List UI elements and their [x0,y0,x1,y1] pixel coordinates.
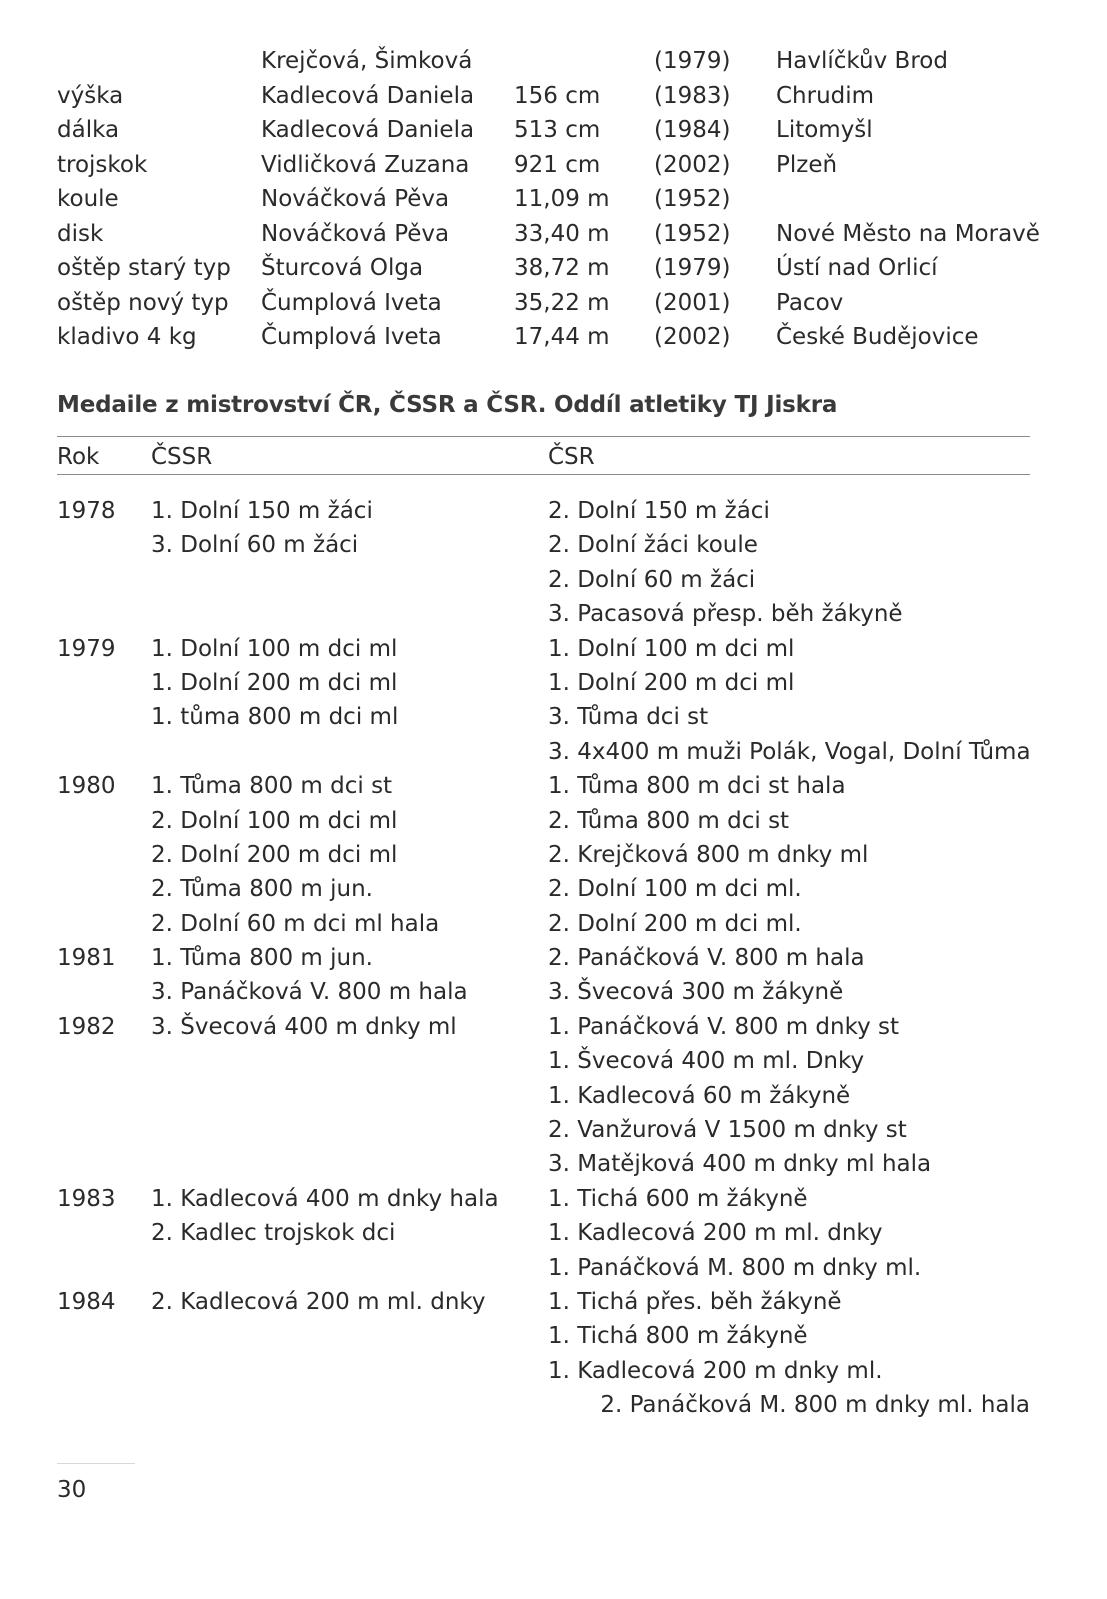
record-year: (1984) [654,117,731,143]
medal-row [57,769,1057,803]
medal-csr-entry: 2. Dolní 150 m žáci [548,498,770,524]
table-top-rule [57,436,1030,437]
record-value: 921 cm [514,151,601,178]
medal-row [57,907,1057,941]
medal-row [57,1388,1057,1422]
medal-csr-entry: 3. Švecová 300 m žákyně [548,979,844,1006]
record-value: 17,44 m [514,324,610,350]
medal-cssr-entry: 2. Dolní 200 m dci ml [151,841,398,868]
record-year: (2002) [654,151,731,178]
medal-csr-entry: 1. Dolní 200 m dci ml [548,669,795,696]
record-value: 513 cm [514,117,601,143]
record-value: 35,22 m [514,289,610,316]
medal-year: 1978 [57,498,116,524]
medal-row [57,1079,1057,1113]
record-place: Nové Město na Moravě [776,220,1040,247]
medal-row [57,941,1057,975]
medal-csr-entry: 1. Kadlecová 200 m dnky ml. [548,1357,883,1384]
medal-row [57,735,1057,769]
medal-cssr-entry: 2. Tůma 800 m jun. [151,876,373,903]
medal-csr-entry: 1. Tůma 800 m dci st hala [548,773,846,800]
record-place: Plzeň [776,151,838,178]
column-header-csr: ČSR [548,444,595,470]
medal-csr-entry: 1. Dolní 100 m dci ml [548,635,795,662]
record-discipline: kladivo 4 kg [57,324,197,350]
medal-cssr-entry: 1. Kadlecová 400 m dnky hala [151,1185,499,1212]
medal-csr-entry: 2. Dolní 60 m žáci [548,566,756,593]
medal-row [57,1010,1057,1044]
medal-row [57,1319,1057,1353]
record-discipline: disk [57,220,104,247]
medal-row [57,1182,1057,1216]
record-place: Ústí nad Orlicí [776,255,938,281]
medal-csr-entry: 1. Tichá přes. běh žákyně [548,1288,842,1315]
medal-year: 1981 [57,945,116,972]
header-rule [57,474,1030,475]
medal-csr-entry: 1. Panáčková M. 800 m dnky ml. [548,1254,922,1281]
record-year: (1983) [654,82,731,109]
record-place: Litomyšl [776,117,873,143]
record-place: Chrudim [776,82,875,109]
column-header-year: Rok [57,444,100,470]
medal-csr-entry: 3. Tůma dci st [548,704,709,731]
medal-cssr-entry: 3. Panáčková V. 800 m hala [151,979,468,1006]
section-title: Medaile z mistrovství ČR, ČSSR a ČSR. Oddíl atletiky TJ Jiskra [57,392,838,418]
column-header-cssr: ČSSR [151,444,213,470]
medal-csr-entry: 2. Dolní žáci koule [548,532,758,559]
record-athlete: Nováčková Pěva [261,186,450,212]
record-row [57,148,1057,183]
medal-cssr-entry: 1. Dolní 200 m dci ml [151,669,398,696]
record-year: (2002) [654,324,731,350]
record-discipline: koule [57,186,119,212]
medal-cssr-entry: 2. Kadlec trojskok dci [151,1220,396,1247]
record-athlete: Vidličková Zuzana [261,151,470,178]
record-discipline: trojskok [57,151,148,178]
medal-row [57,528,1057,562]
record-year: (2001) [654,289,731,316]
medal-cssr-entry: 1. Dolní 100 m dci ml [151,635,398,662]
record-row [57,44,1057,79]
record-row [57,182,1057,217]
record-value: 11,09 m [514,186,610,212]
record-row [57,320,1057,355]
record-row [57,79,1057,114]
medal-csr-entry: 2. Panáčková M. 800 m dnky ml. hala [600,1392,1030,1419]
medal-cssr-entry: 1. Tůma 800 m dci st [151,773,393,800]
medal-row [57,1113,1057,1147]
medal-csr-entry: 1. Panáčková V. 800 m dnky st [548,1013,900,1040]
medal-row [57,872,1057,906]
medal-cssr-entry: 2. Kadlecová 200 m ml. dnky [151,1288,486,1315]
record-discipline: oštěp starý typ [57,255,231,281]
record-athlete: Kadlecová Daniela [261,117,475,143]
medal-row [57,1044,1057,1078]
medal-cssr-entry: 2. Dolní 100 m dci ml [151,807,398,834]
record-athlete: Krejčová, Šimková [261,48,473,74]
record-row [57,113,1057,148]
medal-row [57,700,1057,734]
record-value: 38,72 m [514,255,610,281]
medal-cssr-entry: 1. tůma 800 m dci ml [151,704,399,731]
medal-year: 1983 [57,1185,116,1212]
medal-csr-entry: 1. Tichá 600 m žákyně [548,1185,808,1212]
medal-row [57,632,1057,666]
medal-row [57,494,1057,528]
medals-table [57,494,1057,1423]
medal-csr-entry: 2. Panáčková V. 800 m hala [548,945,865,972]
medal-row [57,838,1057,872]
record-row [57,251,1057,286]
record-value: 156 cm [514,82,601,109]
record-discipline: oštěp nový typ [57,289,229,316]
medal-row [57,563,1057,597]
medal-csr-entry: 3. 4x400 m muži Polák, Vogal, Dolní Tůma [548,738,1031,765]
record-athlete: Čumplová Iveta [261,289,442,316]
record-place: Pacov [776,289,844,316]
record-athlete: Čumplová Iveta [261,324,442,350]
medal-csr-entry: 2. Vanžurová V 1500 m dnky st [548,1117,907,1144]
medal-cssr-entry: 3. Dolní 60 m žáci [151,532,359,559]
medal-row [57,1216,1057,1250]
medal-row [57,1354,1057,1388]
medal-row [57,975,1057,1009]
medal-csr-entry: 2. Krejčková 800 m dnky ml [548,841,869,868]
medal-cssr-entry: 1. Dolní 150 m žáci [151,498,373,524]
medal-csr-entry: 1. Tichá 800 m žákyně [548,1323,808,1350]
medal-row [57,666,1057,700]
record-place: České Budějovice [776,324,979,350]
record-year: (1952) [654,220,731,247]
medal-year: 1984 [57,1288,116,1315]
record-discipline: dálka [57,117,120,143]
medal-row [57,1147,1057,1181]
medal-year: 1982 [57,1013,116,1040]
medal-year: 1980 [57,773,116,800]
medal-row [57,804,1057,838]
footer-rule [57,1463,135,1464]
medal-csr-entry: 2. Tůma 800 m dci st [548,807,790,834]
medal-csr-entry: 3. Pacasová přesp. běh žákyně [548,601,903,628]
medal-cssr-entry: 3. Švecová 400 m dnky ml [151,1013,457,1040]
record-athlete: Nováčková Pěva [261,220,450,247]
record-athlete: Kadlecová Daniela [261,82,475,109]
medal-csr-entry: 1. Kadlecová 60 m žákyně [548,1082,851,1109]
page-number: 30 [57,1477,87,1503]
medal-row [57,1285,1057,1319]
medal-row [57,597,1057,631]
record-athlete: Šturcová Olga [261,255,424,281]
record-year: (1952) [654,186,731,212]
medal-csr-entry: 2. Dolní 100 m dci ml. [548,876,802,903]
record-discipline: výška [57,82,124,109]
record-year: (1979) [654,48,731,74]
record-row [57,286,1057,321]
medal-year: 1979 [57,635,116,662]
record-value: 33,40 m [514,220,610,247]
medal-row [57,1251,1057,1285]
medal-csr-entry: 1. Švecová 400 m ml. Dnky [548,1048,865,1075]
medal-cssr-entry: 1. Tůma 800 m jun. [151,945,373,972]
medal-csr-entry: 2. Dolní 200 m dci ml. [548,910,802,937]
record-year: (1979) [654,255,731,281]
medal-csr-entry: 1. Kadlecová 200 m ml. dnky [548,1220,883,1247]
records-table [57,44,1057,355]
record-row [57,217,1057,252]
medal-cssr-entry: 2. Dolní 60 m dci ml hala [151,910,440,937]
medal-csr-entry: 3. Matějková 400 m dnky ml hala [548,1151,932,1178]
record-place: Havlíčkův Brod [776,48,948,74]
